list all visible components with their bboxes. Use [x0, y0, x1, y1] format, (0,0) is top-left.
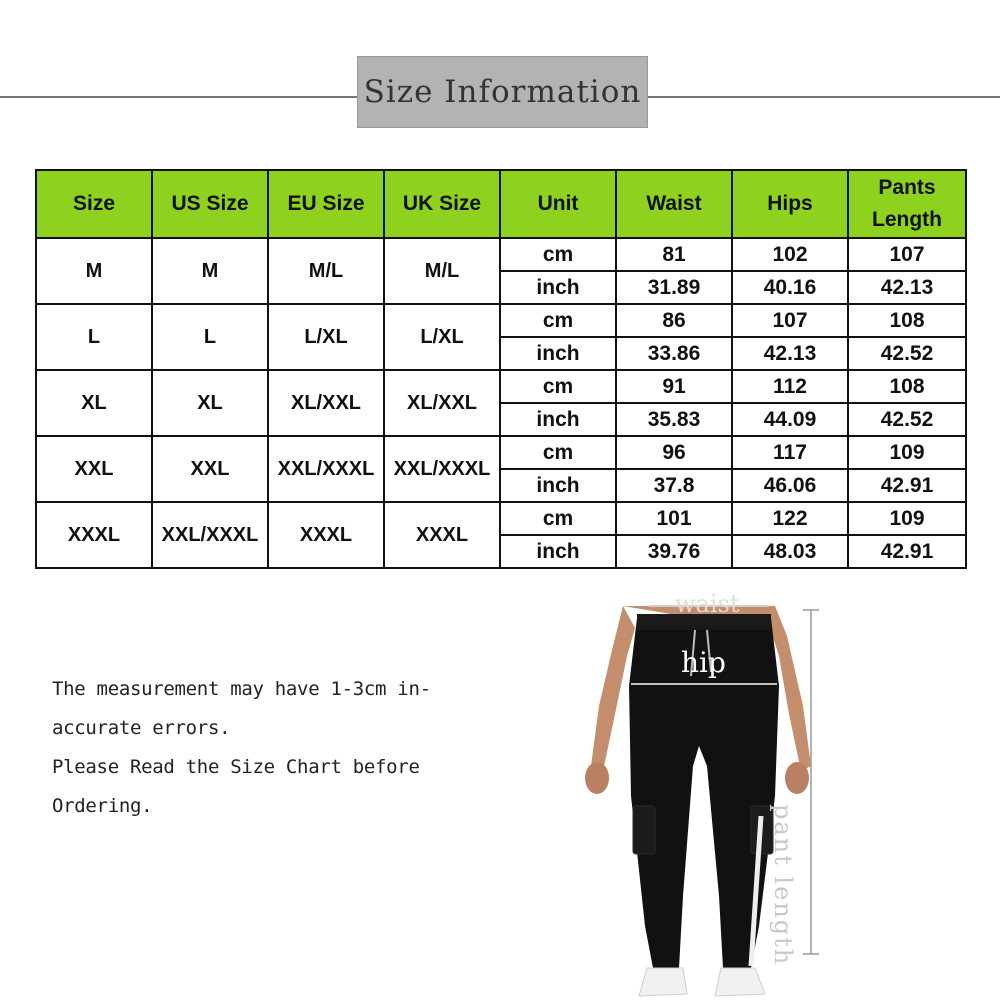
cell-size: XL: [36, 370, 152, 436]
cell-uk-size: M/L: [384, 238, 500, 304]
header-unit: Unit: [500, 170, 616, 238]
cell-us-size: XXL/XXXL: [152, 502, 268, 568]
cell-size: XXXL: [36, 502, 152, 568]
cell-us-size: L: [152, 304, 268, 370]
cell-unit: cm: [500, 370, 616, 403]
cell-eu-size: XXL/XXXL: [268, 436, 384, 502]
cell-uk-size: XXXL: [384, 502, 500, 568]
cell-hips: 42.13: [732, 337, 848, 370]
table-row: [36, 436, 966, 469]
header-pants-length: Pants Length: [848, 170, 966, 238]
header-waist: Waist: [616, 170, 732, 238]
cell-eu-size: L/XL: [268, 304, 384, 370]
hip-label: hip: [681, 646, 726, 679]
cell-uk-size: XL/XXL: [384, 370, 500, 436]
note-line: Please Read the Size Chart before: [52, 756, 420, 778]
cell-length: 42.91: [848, 469, 966, 502]
cell-waist: 86: [616, 304, 732, 337]
cell-waist: 101: [616, 502, 732, 535]
table-row: [36, 502, 966, 535]
cell-unit: cm: [500, 502, 616, 535]
cell-waist: 81: [616, 238, 732, 271]
cell-size: M: [36, 238, 152, 304]
cell-hips: 48.03: [732, 535, 848, 568]
cell-waist: 96: [616, 436, 732, 469]
table-row: [36, 238, 966, 271]
cell-size: XXL: [36, 436, 152, 502]
cell-us-size: XL: [152, 370, 268, 436]
waist-label: waist: [675, 590, 740, 618]
cell-us-size: XXL: [152, 436, 268, 502]
cell-length: 42.52: [848, 403, 966, 436]
cell-waist: 39.76: [616, 535, 732, 568]
pant-length-label: pant length: [769, 804, 797, 967]
cell-uk-size: L/XL: [384, 304, 500, 370]
cell-length: 108: [848, 304, 966, 337]
cell-unit: inch: [500, 469, 616, 502]
cell-unit: cm: [500, 304, 616, 337]
page-title: Size Information: [357, 56, 648, 128]
cell-hips: 122: [732, 502, 848, 535]
cell-us-size: M: [152, 238, 268, 304]
cell-hips: 40.16: [732, 271, 848, 304]
measurement-note: [52, 670, 482, 826]
note-line: Ordering.: [52, 795, 153, 817]
cell-eu-size: M/L: [268, 238, 384, 304]
table-header-row: [36, 170, 966, 238]
header-hips: Hips: [732, 170, 848, 238]
cell-eu-size: XL/XXL: [268, 370, 384, 436]
note-line: accurate errors.: [52, 717, 231, 739]
header-uk-size: UK Size: [384, 170, 500, 238]
cell-length: 109: [848, 502, 966, 535]
cell-unit: inch: [500, 403, 616, 436]
cell-length: 42.13: [848, 271, 966, 304]
cell-waist: 31.89: [616, 271, 732, 304]
cell-length: 107: [848, 238, 966, 271]
cell-hips: 44.09: [732, 403, 848, 436]
cell-waist: 35.83: [616, 403, 732, 436]
cell-eu-size: XXXL: [268, 502, 384, 568]
cell-length: 109: [848, 436, 966, 469]
table-row: [36, 304, 966, 337]
table-row: [36, 370, 966, 403]
cell-unit: cm: [500, 238, 616, 271]
cell-waist: 37.8: [616, 469, 732, 502]
cell-unit: inch: [500, 535, 616, 568]
cell-length: 42.52: [848, 337, 966, 370]
cell-unit: inch: [500, 337, 616, 370]
cell-hips: 107: [732, 304, 848, 337]
cell-length: 42.91: [848, 535, 966, 568]
cell-hips: 112: [732, 370, 848, 403]
cell-unit: inch: [500, 271, 616, 304]
header-size: Size: [36, 170, 152, 238]
cell-waist: 33.86: [616, 337, 732, 370]
note-line: The measurement may have 1-3cm in-: [52, 678, 431, 700]
cell-hips: 46.06: [732, 469, 848, 502]
header-eu-size: EU Size: [268, 170, 384, 238]
cell-hips: 117: [732, 436, 848, 469]
pants-model-figure: [575, 590, 855, 1000]
cell-uk-size: XXL/XXXL: [384, 436, 500, 502]
cell-hips: 102: [732, 238, 848, 271]
cell-waist: 91: [616, 370, 732, 403]
cell-size: L: [36, 304, 152, 370]
cell-unit: cm: [500, 436, 616, 469]
size-chart-table: [35, 169, 967, 569]
header-us-size: US Size: [152, 170, 268, 238]
cell-length: 108: [848, 370, 966, 403]
